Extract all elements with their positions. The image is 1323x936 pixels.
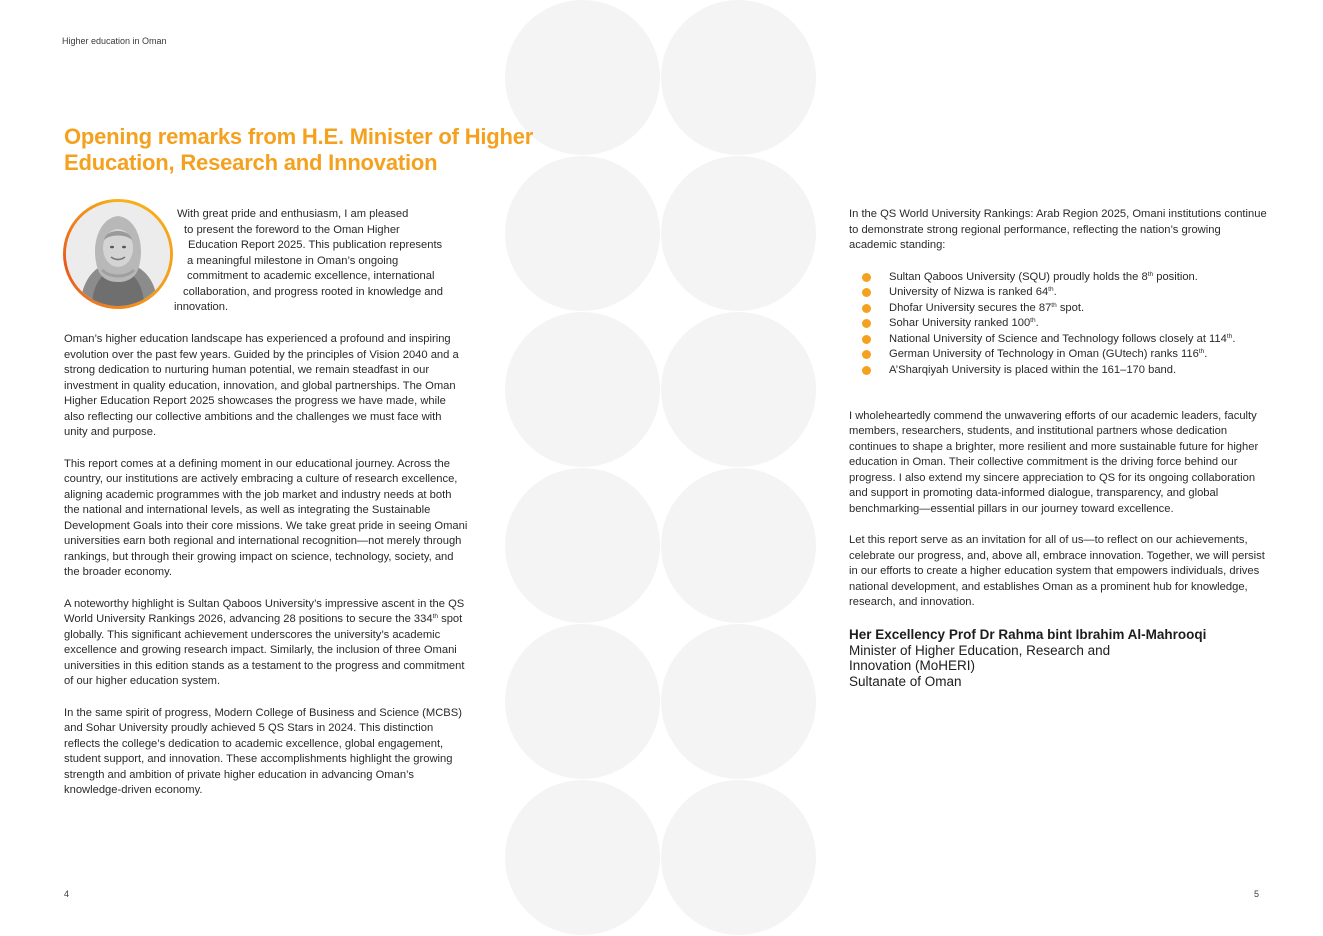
page-number-right: 5: [1254, 889, 1260, 899]
signature-block: [849, 627, 1269, 690]
list-item: [849, 332, 1269, 348]
rankings-intro: In the QS World University Rankings: Arab Region 2025, Omani institutions continue to demonstrate strong regional performance, reflecting the nation’s growing academic standing:: [849, 208, 1267, 251]
list-item: [849, 270, 1269, 286]
rank-text: University of Nizwa is ranked 64: [889, 286, 1049, 299]
bullet-dot-icon: [862, 335, 871, 344]
intro-text: [174, 207, 474, 316]
list-item: [849, 285, 1269, 301]
decorative-circles: [504, 0, 820, 936]
squ-paragraph: [64, 597, 468, 690]
minister-portrait-icon: [63, 199, 173, 309]
rank-text: Sultan Qaboos University (SQU) proudly holds the 8: [889, 270, 1148, 283]
body-paragraph: Oman’s higher education landscape has experienced a profound and inspiring evolution over the past few years. Guided by the principles of Vision 2040 and a strong dedication to nurturing human potential, we remain steadfast in our investment in quality education, innovation, and global partnerships. The Oman Higher Education Report 2025 showcases the progress we have made, while also reflecting our collective ambitions and the challenges we must face with unity and purpose.: [64, 333, 459, 438]
rank-text-after: position.: [1153, 270, 1198, 283]
list-item: [849, 363, 1269, 379]
body-paragraph: I wholeheartedly commend the unwavering efforts of our academic leaders, faculty members, researchers, students, and institutional partners whose dedication continues to shape a brighter, more resilient and more sustainable future for higher education in Oman. Their collective commitment is the driving force behind our progress. I also extend my sincere appreciation to QS for its ongoing collaboration and support in promoting data-informed dialogue, transparency, and global benchmarking—essential pillars in our journey toward excellence.: [849, 409, 1259, 515]
intro-line: innovation.: [174, 301, 229, 313]
signatory-country: Sultanate of Oman: [849, 673, 962, 689]
bullet-dot-icon: [862, 304, 871, 313]
rank-text: A’Sharqiyah University is placed within the 161–170 band.: [889, 364, 1177, 377]
ordinal-suffix: th: [432, 613, 438, 620]
list-item: [849, 316, 1269, 332]
rank-text: German University of Technology in Oman (GUtech) ranks 116: [889, 348, 1199, 361]
rank-text-after: .: [1232, 332, 1236, 345]
decor-circle: [505, 468, 660, 623]
intro-line: commitment to academic excellence, international: [187, 270, 435, 282]
decor-circle: [661, 312, 816, 467]
intro-line: With great pride and enthusiasm, I am pleased: [177, 208, 409, 220]
bullet-dot-icon: [862, 288, 871, 297]
decor-circle: [505, 156, 660, 311]
list-item: [849, 347, 1269, 363]
ordinal-suffix: th: [1198, 348, 1205, 356]
right-column: [849, 207, 1269, 689]
decor-circle: [505, 312, 660, 467]
rank-text-after: .: [1204, 348, 1208, 361]
portrait-illustration: [66, 202, 170, 306]
decor-circle: [661, 156, 816, 311]
decor-circle: [661, 468, 816, 623]
signatory-role: Minister of Higher Education, Research and: [849, 642, 1111, 658]
rank-text-after: spot.: [1056, 301, 1085, 314]
squ-text-after: spot globally. This significant achievement underscores the university’s academic excellence and growing research impact. Similarly, the inclusion of three Omani universities in this edition stands as a testament to the progress and commitment of our higher education system.: [64, 613, 465, 687]
intro-line: collaboration, and progress rooted in knowledge and: [183, 285, 443, 298]
intro-line: to present the foreword to the Oman Higher: [184, 223, 400, 236]
ordinal-suffix: th: [1048, 286, 1054, 294]
rankings-list: [849, 270, 1269, 379]
decor-circle: [505, 624, 660, 779]
bullet-dot-icon: [862, 366, 871, 375]
page-number-left: 4: [64, 889, 70, 899]
ordinal-suffix: th: [1051, 301, 1057, 309]
body-paragraph: In the same spirit of progress, Modern College of Business and Science (MCBS) and Sohar University proudly achieved 5 QS Stars in 2024. This distinction reflects the college’s dedication to academic excellence, global engagement, student support, and innovation. These accomplishments highlight the growing strength and ambition of private higher education in advancing Oman’s knowledge-driven economy.: [64, 706, 462, 796]
bullet-dot-icon: [862, 273, 871, 282]
squ-text-before: A noteworthy highlight is Sultan Qaboos University’s impressive ascent in the QS World University Rankings 2026, advancing 28 positions to secure the 334: [64, 597, 465, 625]
intro-line: Education Report 2025. This publication represents: [188, 239, 443, 251]
rank-text: Sohar University ranked 100: [889, 317, 1031, 330]
rank-text: National University of Science and Technology follows closely at 114: [889, 332, 1227, 345]
intro-line: a meaningful milestone in Oman’s ongoing: [187, 254, 399, 267]
ordinal-suffix: th: [1226, 332, 1233, 340]
bullet-dot-icon: [862, 319, 871, 328]
rank-text: Dhofar University secures the 87: [889, 301, 1052, 314]
rank-text-after: .: [1053, 286, 1057, 299]
signatory-role: Innovation (MoHERI): [849, 658, 976, 674]
ordinal-suffix: th: [1030, 317, 1036, 325]
page-title: Opening remarks from H.E. Minister of Higher Education, Research and Innovation: [64, 124, 534, 175]
decor-circle: [661, 780, 816, 935]
decor-circle: [661, 0, 816, 155]
list-item: [849, 301, 1269, 317]
bullet-dot-icon: [862, 350, 871, 359]
decor-circle: [505, 780, 660, 935]
portrait-photo: [66, 202, 170, 306]
running-head: Higher education in Oman: [62, 36, 167, 46]
decor-circle: [661, 624, 816, 779]
body-paragraph: Let this report serve as an invitation for all of us—to reflect on our achievements, celebrate our progress, and, above all, embrace innovation. Together, we will persist in our efforts to create a higher education system that empowers individuals, drives national development, and establishes Oman as a prominent hub for knowledge, research, and innovation.: [849, 534, 1265, 609]
body-paragraph: This report comes at a defining moment in our educational journey. Across the country, our institutions are actively embracing a culture of research excellence, aligning academic programmes with the job market and industry needs at both the national and international levels, as well as integrating the Sustainable Development Goals into their core missions. We take great pride in seeing Omani universities earn both regional and international recognition—not merely through rankings, but through their growing impact on science, technology, society, and the broader economy.: [64, 457, 468, 578]
ordinal-suffix: th: [1147, 270, 1154, 278]
left-column: [64, 332, 468, 815]
signatory-name: Her Excellency Prof Dr Rahma bint Ibrahim Al-Mahrooqi: [849, 626, 1207, 642]
rank-text-after: .: [1035, 317, 1039, 330]
